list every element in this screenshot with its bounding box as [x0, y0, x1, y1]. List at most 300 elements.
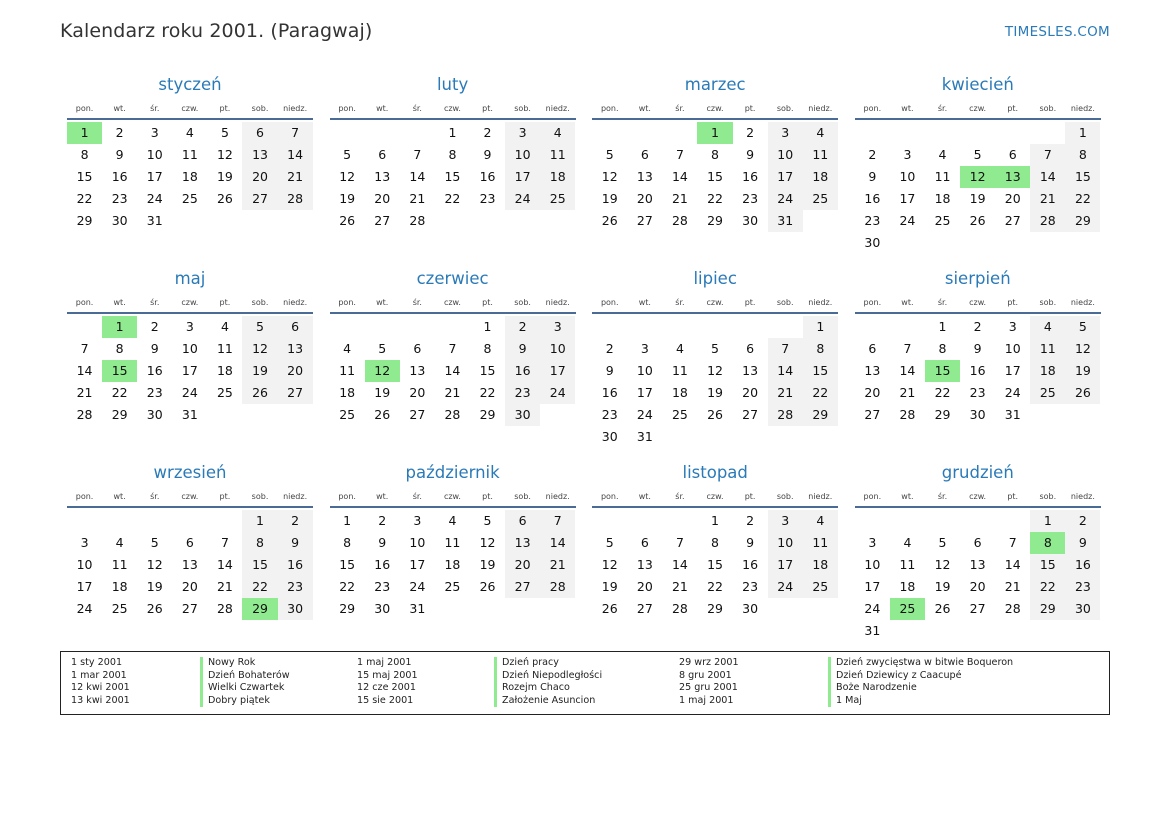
holiday-name: Dzień Bohaterów	[200, 670, 290, 683]
day-cell: 18	[181, 169, 198, 184]
day-cell: 24	[505, 188, 540, 210]
day-cell: 21	[1004, 579, 1021, 594]
day-cell: 4	[675, 341, 684, 356]
day-cell: 2	[868, 147, 877, 162]
day-cell: 20	[742, 385, 759, 400]
day-cell: 10	[899, 169, 916, 184]
day-cell: 23	[278, 576, 313, 598]
day-cell: 7	[413, 147, 422, 162]
weekday-label: sob.	[514, 492, 531, 501]
weekday-label: czw.	[969, 492, 987, 501]
empty-cell	[960, 122, 995, 144]
day-cell: 4	[343, 341, 352, 356]
day-cell: 23	[742, 191, 759, 206]
weekday-label: niedz.	[808, 104, 833, 113]
empty-cell	[662, 122, 697, 144]
day-cell: 17	[864, 579, 881, 594]
day-cell: 14	[216, 557, 233, 572]
day-cell: 31	[864, 623, 881, 638]
holiday-day-cell: 15	[925, 360, 960, 382]
day-cell: 5	[973, 147, 982, 162]
day-cell: 20	[505, 554, 540, 576]
day-cell: 9	[605, 363, 614, 378]
day-cell: 3	[1008, 319, 1017, 334]
day-cell: 22	[707, 579, 723, 594]
day-cell: 27	[374, 213, 391, 228]
day-cell: 19	[1065, 360, 1100, 382]
empty-cell	[330, 122, 365, 144]
month-name: grudzień	[941, 463, 1014, 482]
weekday-label: czw.	[706, 298, 724, 307]
day-cell: 17	[181, 363, 198, 378]
day-cell: 3	[80, 535, 89, 550]
day-grid	[855, 122, 1101, 254]
day-cell: 27	[505, 576, 540, 598]
month-name: listopad	[682, 463, 748, 482]
day-cell: 28	[768, 404, 803, 426]
holiday-date: 13 kwi 2001	[71, 694, 130, 706]
day-cell: 1	[938, 319, 947, 334]
empty-cell	[627, 122, 662, 144]
day-cell: 19	[242, 360, 277, 382]
day-cell: 26	[934, 601, 951, 616]
day-cell: 14	[671, 557, 688, 572]
empty-cell	[67, 510, 102, 532]
day-cell: 25	[339, 407, 356, 422]
day-cell: 2	[505, 316, 540, 338]
day-cell: 19	[374, 385, 391, 400]
day-cell: 20	[278, 360, 313, 382]
day-cell: 5	[605, 535, 614, 550]
day-cell: 26	[374, 407, 391, 422]
day-cell: 6	[640, 535, 649, 550]
day-cell: 11	[803, 532, 838, 554]
month-block	[592, 460, 838, 654]
day-cell: 21	[671, 579, 688, 594]
day-cell: 11	[216, 341, 233, 356]
day-cell: 22	[1030, 576, 1065, 598]
empty-cell	[365, 122, 400, 144]
weekday-label: sob.	[776, 298, 794, 307]
day-cell: 12	[934, 557, 951, 572]
weekday-label: śr.	[937, 104, 948, 113]
day-cell: 14	[76, 363, 93, 378]
day-cell: 6	[973, 535, 982, 550]
day-cell: 22	[111, 385, 128, 400]
weekday-label: sob.	[1039, 104, 1057, 113]
empty-cell	[592, 510, 627, 532]
day-cell: 22	[934, 385, 951, 400]
day-cell: 9	[973, 341, 982, 356]
day-cell: 1	[448, 125, 457, 140]
weekday-label: wt.	[376, 104, 389, 113]
day-cell: 3	[505, 122, 540, 144]
weekday-label: wt.	[901, 298, 914, 307]
day-cell: 2	[278, 510, 313, 532]
day-cell: 16	[146, 363, 163, 378]
weekday-label: wt.	[638, 298, 651, 307]
day-cell: 14	[899, 363, 916, 378]
month-block	[855, 72, 1101, 266]
weekday-label: pon.	[863, 492, 882, 501]
month-block	[592, 266, 838, 460]
day-cell: 21	[1030, 188, 1065, 210]
day-cell: 16	[601, 385, 618, 400]
day-cell: 5	[242, 316, 277, 338]
day-cell: 19	[479, 557, 496, 572]
weekday-label: pon.	[338, 104, 356, 113]
day-cell: 20	[181, 579, 198, 594]
weekday-label: sob.	[1039, 492, 1057, 501]
weekday-label: wt.	[638, 104, 651, 113]
day-cell: 22	[707, 191, 723, 206]
weekday-label: pt.	[219, 492, 231, 501]
weekday-label: czw.	[969, 298, 987, 307]
weekday-label: czw.	[969, 104, 987, 113]
day-cell: 14	[278, 144, 313, 166]
month-block	[330, 460, 576, 654]
day-cell: 17	[899, 191, 916, 206]
holiday-name: Nowy Rok	[200, 657, 290, 670]
day-cell: 26	[242, 382, 277, 404]
day-cell: 29	[479, 407, 496, 422]
day-cell: 1	[1065, 122, 1100, 144]
day-cell: 26	[601, 213, 618, 228]
weekday-header	[592, 294, 838, 314]
weekday-header	[67, 488, 313, 508]
day-cell: 29	[339, 601, 356, 616]
holiday-name-column	[828, 657, 1013, 707]
day-cell: 25	[934, 213, 951, 228]
day-cell: 4	[903, 535, 912, 550]
day-cell: 10	[864, 557, 881, 572]
weekday-label: sob.	[251, 104, 269, 113]
day-grid	[67, 122, 313, 232]
day-cell: 19	[601, 579, 618, 594]
day-cell: 19	[934, 579, 951, 594]
day-cell: 29	[934, 407, 951, 422]
day-cell: 19	[216, 169, 233, 184]
day-cell: 18	[803, 166, 838, 188]
month-block	[855, 266, 1101, 460]
day-cell: 23	[111, 191, 128, 206]
day-cell: 31	[1004, 407, 1021, 422]
day-cell: 5	[220, 125, 229, 140]
weekday-label: pon.	[75, 298, 94, 307]
day-cell: 2	[483, 125, 492, 140]
day-cell: 7	[675, 535, 684, 550]
day-cell: 28	[76, 407, 93, 422]
day-cell: 3	[150, 125, 159, 140]
day-cell: 8	[711, 535, 719, 550]
day-cell: 28	[671, 213, 688, 228]
day-cell: 8	[803, 338, 838, 360]
empty-cell	[697, 316, 732, 338]
weekday-label: pt.	[1007, 104, 1019, 113]
day-cell: 7	[675, 147, 684, 162]
day-cell: 17	[76, 579, 93, 594]
weekday-label: śr.	[412, 104, 422, 113]
day-cell: 24	[409, 579, 426, 594]
day-cell: 27	[742, 407, 759, 422]
weekday-label: niedz.	[545, 104, 570, 113]
day-cell: 14	[409, 169, 426, 184]
day-cell: 4	[448, 513, 457, 528]
day-cell: 11	[899, 557, 916, 572]
day-cell: 24	[181, 385, 198, 400]
day-cell: 2	[150, 319, 159, 334]
day-cell: 23	[601, 407, 618, 422]
day-cell: 26	[707, 407, 723, 422]
day-cell: 2	[973, 319, 982, 334]
month-name: październik	[405, 463, 500, 482]
weekday-header	[855, 294, 1101, 314]
day-cell: 23	[864, 213, 881, 228]
day-cell: 10	[76, 557, 93, 572]
weekday-label: wt.	[638, 492, 651, 501]
holiday-day-cell: 15	[102, 360, 137, 382]
day-cell: 22	[444, 191, 461, 206]
day-cell: 30	[146, 407, 163, 422]
empty-cell	[662, 510, 697, 532]
day-grid	[330, 122, 576, 232]
day-cell: 18	[899, 579, 916, 594]
day-cell: 3	[768, 510, 803, 532]
day-cell: 12	[1065, 338, 1100, 360]
day-grid	[592, 510, 838, 620]
weekday-label: śr.	[675, 104, 685, 113]
day-cell: 25	[216, 385, 233, 400]
month-block	[330, 72, 576, 266]
day-cell: 16	[505, 360, 540, 382]
day-cell: 12	[242, 338, 277, 360]
weekday-label: wt.	[113, 104, 126, 113]
empty-cell	[1030, 122, 1065, 144]
day-grid	[67, 510, 313, 620]
empty-cell	[172, 510, 207, 532]
day-cell: 25	[111, 601, 128, 616]
day-grid	[855, 316, 1101, 426]
day-cell: 15	[479, 363, 496, 378]
day-cell: 17	[505, 166, 540, 188]
day-cell: 9	[868, 169, 877, 184]
page-title: Kalendarz roku 2001. (Paragwaj)	[60, 20, 373, 42]
day-cell: 15	[707, 557, 723, 572]
holiday-date: 25 gru 2001	[679, 682, 738, 694]
day-cell: 24	[540, 382, 575, 404]
day-cell: 1	[1030, 510, 1065, 532]
day-cell: 11	[671, 363, 688, 378]
day-cell: 12	[601, 169, 618, 184]
day-cell: 3	[640, 341, 649, 356]
day-cell: 30	[1065, 598, 1100, 620]
day-cell: 12	[146, 557, 163, 572]
weekday-label: pon.	[600, 492, 619, 501]
day-cell: 29	[1030, 598, 1065, 620]
day-cell: 9	[378, 535, 387, 550]
day-cell: 25	[1030, 382, 1065, 404]
day-cell: 19	[969, 191, 986, 206]
empty-cell	[925, 510, 960, 532]
day-cell: 6	[242, 122, 277, 144]
weekday-label: niedz.	[545, 492, 570, 501]
day-cell: 6	[378, 147, 387, 162]
day-cell: 12	[707, 363, 723, 378]
day-cell: 12	[339, 169, 356, 184]
day-cell: 22	[339, 579, 356, 594]
holiday-date: 15 maj 2001	[357, 669, 418, 681]
month-block	[592, 72, 838, 266]
day-cell: 8	[115, 341, 124, 356]
day-cell: 31	[181, 407, 198, 422]
day-grid	[330, 510, 576, 620]
day-cell: 6	[185, 535, 194, 550]
day-cell: 16	[278, 554, 313, 576]
day-cell: 13	[242, 144, 277, 166]
day-cell: 20	[636, 191, 653, 206]
day-cell: 27	[636, 601, 653, 616]
holiday-day-cell: 1	[697, 122, 732, 144]
empty-cell	[627, 510, 662, 532]
weekday-label: pt.	[744, 298, 756, 307]
day-cell: 30	[742, 213, 759, 228]
day-cell: 15	[76, 169, 93, 184]
day-cell: 17	[1004, 363, 1021, 378]
day-cell: 27	[278, 382, 313, 404]
day-cell: 19	[601, 191, 618, 206]
holiday-day-cell: 12	[960, 166, 995, 188]
day-cell: 15	[1030, 554, 1065, 576]
month-name: czerwiec	[416, 269, 489, 288]
month-block	[67, 460, 313, 654]
day-cell: 21	[409, 191, 426, 206]
month-name: styczeń	[158, 75, 222, 94]
day-cell: 26	[969, 213, 986, 228]
holiday-name: Dzień zwycięstwa w bitwie Boqueron	[828, 657, 1013, 670]
weekday-header	[592, 100, 838, 120]
empty-cell	[67, 316, 102, 338]
weekday-label: pon.	[600, 298, 619, 307]
day-cell: 29	[76, 213, 93, 228]
weekday-label: niedz.	[1070, 492, 1095, 501]
day-cell: 26	[339, 213, 356, 228]
day-cell: 10	[409, 535, 426, 550]
weekday-label: czw.	[181, 298, 199, 307]
day-cell: 3	[868, 535, 877, 550]
day-cell: 4	[1030, 316, 1065, 338]
day-cell: 1	[242, 510, 277, 532]
day-cell: 10	[768, 144, 803, 166]
day-cell: 30	[601, 429, 618, 444]
day-cell: 19	[339, 191, 356, 206]
empty-cell	[627, 316, 662, 338]
day-cell: 7	[278, 122, 313, 144]
day-cell: 21	[76, 385, 93, 400]
day-cell: 3	[413, 513, 422, 528]
day-cell: 23	[374, 579, 391, 594]
month-block	[330, 266, 576, 460]
day-cell: 10	[768, 532, 803, 554]
day-cell: 12	[479, 535, 496, 550]
day-cell: 6	[640, 147, 649, 162]
day-cell: 16	[742, 557, 759, 572]
day-cell: 14	[540, 532, 575, 554]
day-cell: 14	[768, 360, 803, 382]
day-cell: 14	[671, 169, 688, 184]
weekday-header	[67, 294, 313, 314]
day-cell: 22	[803, 382, 838, 404]
holiday-name: Wielki Czwartek	[200, 682, 290, 695]
day-cell: 24	[1004, 385, 1021, 400]
weekday-label: pt.	[219, 298, 231, 307]
day-cell: 18	[540, 166, 575, 188]
day-cell: 20	[374, 191, 391, 206]
day-cell: 14	[1030, 166, 1065, 188]
day-cell: 30	[742, 601, 759, 616]
day-cell: 26	[146, 601, 163, 616]
weekday-label: niedz.	[283, 492, 308, 501]
day-grid	[592, 316, 838, 448]
day-cell: 11	[934, 169, 951, 184]
day-cell: 7	[540, 510, 575, 532]
holiday-date: 8 gru 2001	[679, 669, 732, 681]
day-cell: 30	[969, 407, 986, 422]
day-cell: 27	[636, 213, 653, 228]
day-cell: 24	[768, 188, 803, 210]
day-cell: 6	[1008, 147, 1017, 162]
weekday-label: pon.	[863, 298, 882, 307]
empty-cell	[890, 510, 925, 532]
weekday-label: śr.	[412, 298, 422, 307]
day-cell: 2	[746, 513, 755, 528]
day-cell: 29	[111, 407, 128, 422]
day-cell: 7	[448, 341, 457, 356]
day-cell: 21	[671, 191, 688, 206]
holiday-date-column	[71, 657, 130, 707]
day-cell: 2	[746, 125, 755, 140]
day-cell: 10	[181, 341, 198, 356]
day-cell: 28	[278, 188, 313, 210]
day-cell: 29	[707, 213, 723, 228]
weekday-label: niedz.	[545, 298, 570, 307]
weekday-label: sob.	[251, 492, 269, 501]
brand-link[interactable]: TIMESLES.COM	[1004, 24, 1110, 40]
day-cell: 25	[671, 407, 688, 422]
day-cell: 19	[146, 579, 163, 594]
day-cell: 9	[505, 338, 540, 360]
day-cell: 5	[1065, 316, 1100, 338]
holiday-date: 15 sie 2001	[357, 694, 414, 706]
day-cell: 18	[111, 579, 128, 594]
day-cell: 7	[80, 341, 89, 356]
weekday-label: wt.	[376, 492, 389, 501]
day-cell: 21	[768, 382, 803, 404]
day-cell: 18	[671, 385, 688, 400]
day-cell: 18	[803, 554, 838, 576]
day-cell: 6	[746, 341, 755, 356]
empty-cell	[137, 510, 172, 532]
day-cell: 24	[636, 407, 653, 422]
empty-cell	[102, 510, 137, 532]
weekday-header	[330, 100, 576, 120]
day-cell: 27	[1004, 213, 1021, 228]
day-cell: 18	[339, 385, 356, 400]
day-cell: 28	[1004, 601, 1021, 616]
day-cell: 30	[864, 235, 881, 250]
weekday-label: czw.	[443, 298, 461, 307]
weekday-label: wt.	[901, 492, 914, 501]
day-cell: 13	[864, 363, 881, 378]
